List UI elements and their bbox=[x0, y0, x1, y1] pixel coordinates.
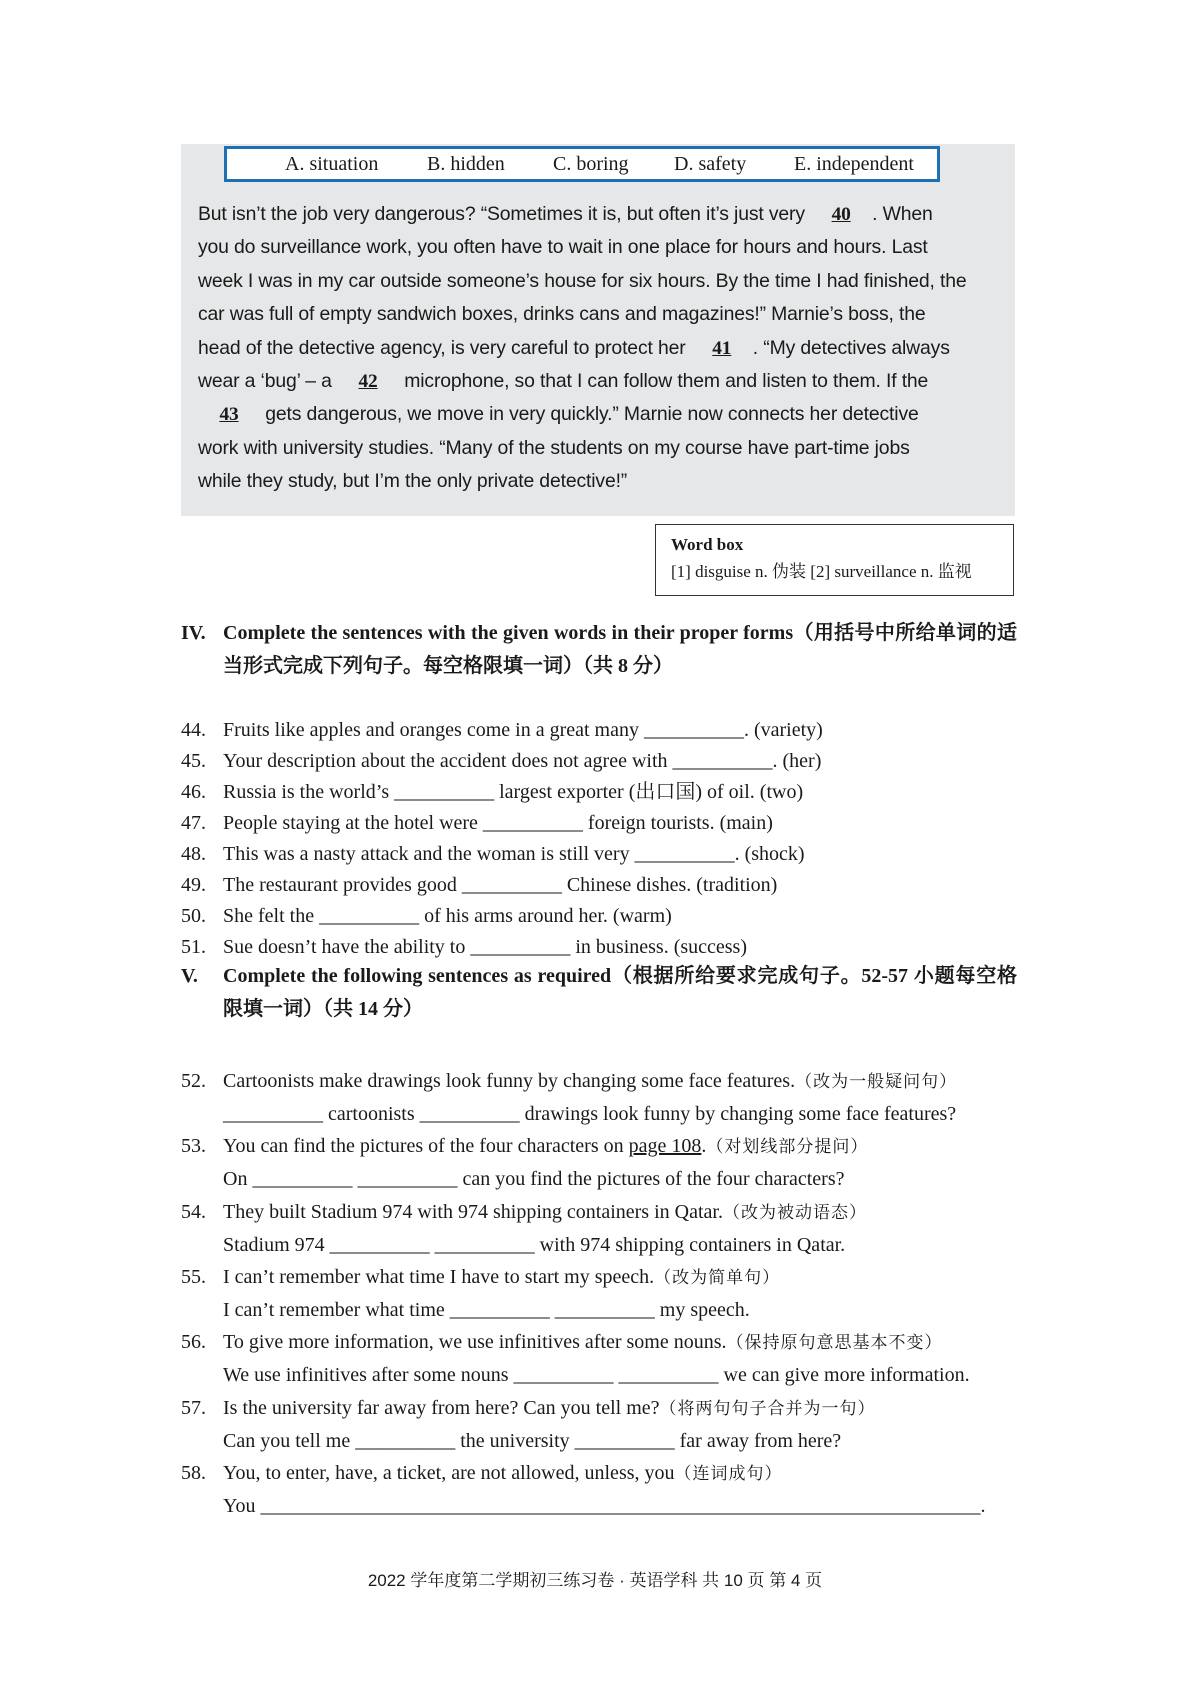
answer-line: Stadium 974 __________ __________ with 974 shipping containers in Qatar. bbox=[223, 1233, 846, 1256]
question-text bbox=[223, 1329, 943, 1356]
option-e: E. independent bbox=[794, 153, 914, 175]
question-text-segment: You can find the pictures of the four characters on bbox=[223, 1135, 629, 1158]
question-number: 51. bbox=[181, 936, 206, 958]
section-iv-instructions: Complete the sentences with the given words in their proper forms（用括号中所给单词的适当形式完成下列句子。每空格限填一词）（共 8 分） bbox=[223, 622, 1017, 677]
option-d: D. safety bbox=[674, 153, 747, 175]
question-text bbox=[223, 1395, 876, 1422]
question-text bbox=[223, 1199, 867, 1226]
question-text-segment: You, to enter, have, a ticket, are not allowed, unless, you bbox=[223, 1461, 675, 1484]
passage-text-segment: week I was in my car outside someone’s house for six hours. By the time I had finished, the bbox=[198, 269, 967, 292]
word-box-title: Word box bbox=[671, 535, 744, 554]
answer-blank: 41 bbox=[712, 337, 732, 359]
question-text-segment: Is the university far away from here? Can you tell me? bbox=[223, 1396, 660, 1419]
question-text bbox=[223, 1068, 957, 1095]
passage-line bbox=[198, 231, 1008, 264]
option-a: A. situation bbox=[285, 153, 379, 175]
passage-text-segment: . “My detectives always bbox=[752, 336, 950, 359]
option-c: C. boring bbox=[553, 153, 629, 175]
question-text bbox=[223, 1460, 783, 1487]
question-text: She felt the __________ of his arms around her. (warm) bbox=[223, 905, 672, 927]
question-text-segment: . bbox=[701, 1135, 707, 1158]
question-requirement: （改为被动语态） bbox=[722, 1202, 867, 1223]
passage-text-segment: car was full of empty sandwich boxes, drinks cans and magazines!” Marnie’s boss, the bbox=[198, 303, 926, 326]
word-box bbox=[655, 524, 1014, 596]
question-number: 54. bbox=[181, 1200, 206, 1223]
answer-blank: 40 bbox=[831, 204, 851, 225]
passage-text-segment: But isn’t the job very dangerous? “Sometimes it is, but often it’s just very bbox=[198, 203, 811, 225]
question-text bbox=[223, 1133, 868, 1160]
question-text bbox=[223, 1264, 780, 1291]
question-number: 48. bbox=[181, 843, 206, 865]
question-requirement: （连词成句） bbox=[674, 1463, 783, 1484]
question-requirement: （改为简单句） bbox=[654, 1267, 781, 1288]
question-requirement: （改为一般疑问句） bbox=[795, 1072, 958, 1092]
passage-text-segment: microphone, so that I can follow them and listen to them. If the bbox=[399, 369, 929, 392]
question-text-segment: To give more information, we use infinitives after some nouns. bbox=[223, 1331, 727, 1354]
passage-line bbox=[198, 332, 1008, 365]
question-number: 44. bbox=[181, 719, 206, 741]
answer-line: On __________ __________ can you find the pictures of the four characters? bbox=[223, 1168, 845, 1191]
answer-blank: 42 bbox=[358, 370, 378, 392]
question-text-segment: Cartoonists make drawings look funny by changing some face features. bbox=[223, 1070, 796, 1092]
answer-line: You ________________________________________________________________________. bbox=[223, 1494, 986, 1517]
page-footer: 2022 学年度第二学期初三练习卷 · 英语学科 共 10 页 第 4 页 bbox=[367, 1571, 823, 1590]
passage-line bbox=[198, 265, 1008, 298]
option-b: B. hidden bbox=[427, 153, 505, 175]
question-text: Russia is the world’s __________ largest exporter (出口国) of oil. (two) bbox=[223, 781, 804, 803]
question-number: 49. bbox=[181, 874, 206, 896]
question-number: 50. bbox=[181, 905, 206, 927]
question-number: 56. bbox=[181, 1331, 206, 1354]
passage-line bbox=[198, 298, 1008, 331]
passage-line bbox=[198, 365, 1008, 398]
passage-text-segment: head of the detective agency, is very careful to protect her bbox=[198, 336, 691, 359]
passage-text-segment: while they study, but I’m the only private detective!” bbox=[198, 470, 628, 493]
options-box bbox=[224, 146, 940, 182]
section-v-number: V. bbox=[181, 965, 198, 987]
question-number: 57. bbox=[181, 1396, 206, 1419]
passage-text-segment: wear a ‘bug’ – a bbox=[198, 369, 338, 392]
question-number: 53. bbox=[181, 1135, 206, 1158]
reading-passage-panel bbox=[181, 144, 1015, 516]
passage-text-segment: . When bbox=[872, 203, 933, 225]
question-text-segment: They built Stadium 974 with 974 shipping containers in Qatar. bbox=[223, 1200, 723, 1223]
question-number: 52. bbox=[181, 1070, 206, 1092]
passage-line bbox=[198, 398, 1008, 431]
question-text: Fruits like apples and oranges come in a great many __________. (variety) bbox=[223, 719, 823, 741]
underlined-part: page 108 bbox=[628, 1135, 702, 1158]
passage-line bbox=[198, 198, 1008, 231]
answer-blank: 43 bbox=[219, 404, 239, 426]
passage-text-segment: you do surveillance work, you often have to wait in one place for hours and hours. Last bbox=[198, 236, 928, 259]
passage-text-segment: gets dangerous, we move in very quickly.” Marnie now connects her detective bbox=[260, 403, 919, 426]
question-text-segment: I can’t remember what time I have to start my speech. bbox=[223, 1265, 655, 1288]
question-number: 55. bbox=[181, 1265, 206, 1288]
question-requirement: （将两句句子合并为一句） bbox=[659, 1398, 876, 1419]
passage-text-segment: work with university studies. “Many of the students on my course have part-time jobs bbox=[198, 436, 910, 459]
word-box-entries: [1] disguise n. 伪装 [2] surveillance n. 监视 bbox=[671, 562, 972, 581]
question-requirement: （对划线部分提问） bbox=[706, 1137, 869, 1158]
question-text: Your description about the accident does not agree with __________. (her) bbox=[223, 750, 822, 772]
section-v-instructions: Complete the following sentences as required（根据所给要求完成句子。52-57 小题每空格限填一词）（共 14 分） bbox=[223, 965, 1017, 1020]
passage-line bbox=[198, 465, 1008, 498]
answer-line: I can’t remember what time __________ __________ my speech. bbox=[223, 1298, 750, 1321]
section-iv-number: IV. bbox=[181, 622, 206, 644]
question-text: The restaurant provides good __________ Chinese dishes. (tradition) bbox=[223, 874, 778, 896]
answer-line: Can you tell me __________ the university __________ far away from here? bbox=[223, 1429, 842, 1452]
passage-line bbox=[198, 432, 1008, 465]
question-text: Sue doesn’t have the ability to __________ in business. (success) bbox=[223, 936, 748, 958]
question-number: 47. bbox=[181, 812, 206, 834]
answer-line: __________ cartoonists __________ drawings look funny by changing some face features? bbox=[223, 1103, 957, 1125]
question-text: This was a nasty attack and the woman is still very __________. (shock) bbox=[223, 843, 805, 865]
question-number: 45. bbox=[181, 750, 206, 772]
question-number: 58. bbox=[181, 1461, 206, 1484]
answer-line: We use infinitives after some nouns __________ __________ we can give more information. bbox=[223, 1364, 970, 1387]
passage-text bbox=[198, 198, 1008, 499]
question-text: People staying at the hotel were __________ foreign tourists. (main) bbox=[223, 812, 773, 834]
question-requirement: （保持原句意思基本不变） bbox=[726, 1333, 943, 1354]
question-number: 46. bbox=[181, 781, 206, 803]
